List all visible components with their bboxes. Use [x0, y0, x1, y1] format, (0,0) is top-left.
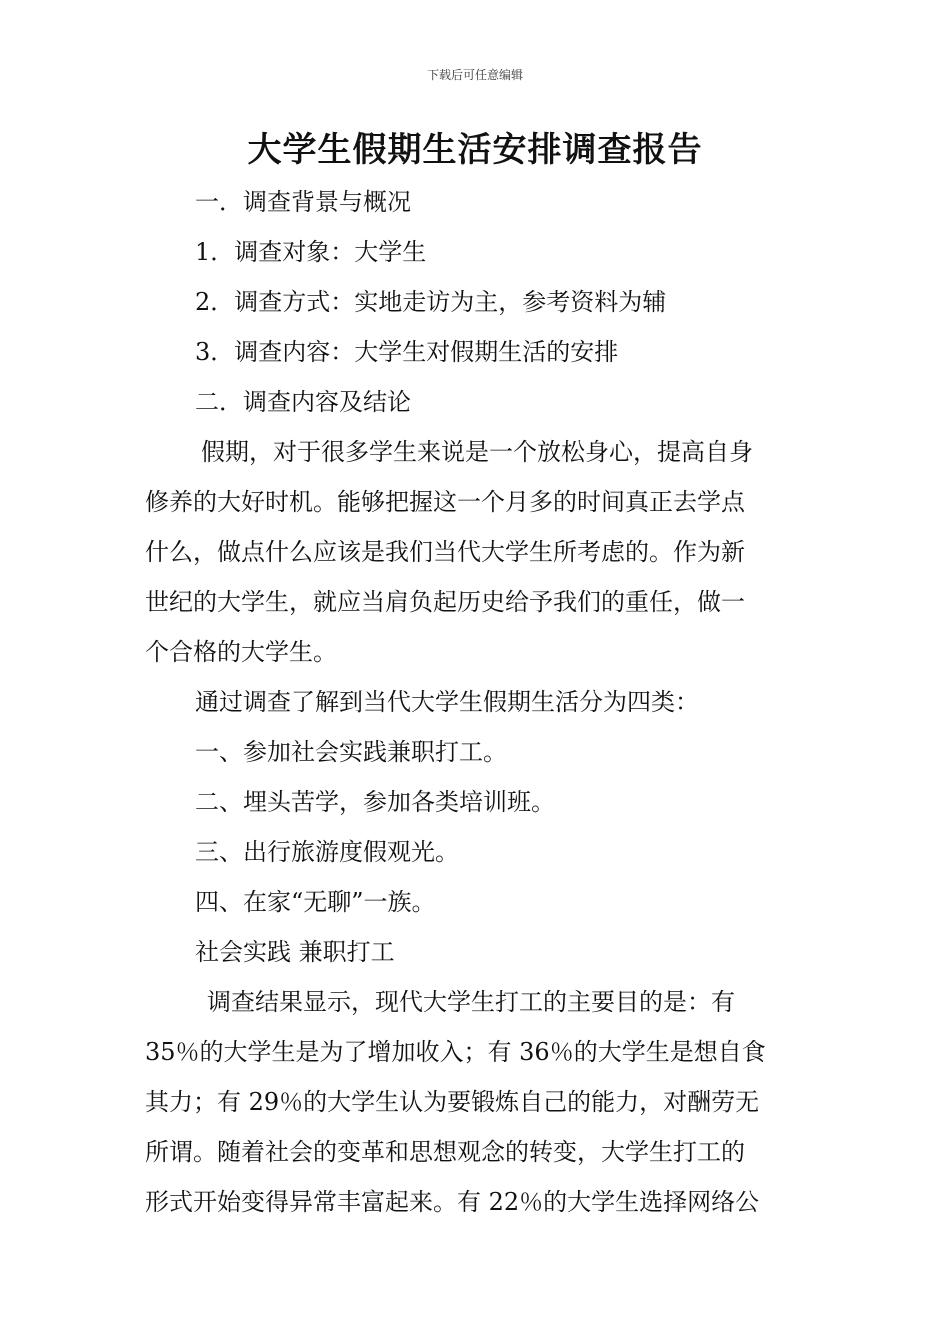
intro-line: 世纪的大学生，就应当肩负起历史给予我们的重任，做一: [145, 588, 745, 616]
result-line: 调查结果显示，现代大学生打工的主要目的是：有: [207, 988, 735, 1016]
result-line: 所谓。随着社会的变革和思想观念的转变，大学生打工的: [145, 1138, 745, 1166]
survey-method: 2．调查方式：实地走访为主，参考资料为辅: [195, 288, 667, 316]
section-heading-background: 一．调查背景与概况: [195, 188, 411, 216]
subsection-heading: 社会实践 兼职打工: [195, 938, 395, 966]
document-body: [145, 177, 809, 1227]
section-heading-results: 二．调查内容及结论: [195, 388, 411, 416]
category-item: 四、在家“无聊”一族。: [195, 888, 436, 916]
intro-line: 个合格的大学生。: [145, 638, 337, 666]
result-line: 形式开始变得异常丰富起来。有 22％的大学生选择网络公: [145, 1188, 760, 1216]
intro-line: 假期，对于很多学生来说是一个放松身心，提高自身: [201, 438, 753, 466]
header-note: 下载后可任意编辑: [426, 68, 523, 82]
intro-line: 修养的大好时机。能够把握这一个月多的时间真正去学点: [145, 488, 745, 516]
categories-summary: 通过调查了解到当代大学生假期生活分为四类：: [195, 688, 699, 716]
survey-subject: 1．调查对象：大学生: [195, 238, 427, 266]
survey-content: 3．调查内容：大学生对假期生活的安排: [195, 338, 619, 366]
document-title: 大学生假期生活安排调查报告: [247, 130, 703, 170]
result-line: 其力；有 29％的大学生认为要锻炼自己的能力，对酬劳无: [145, 1088, 760, 1116]
result-line: 35％的大学生是为了增加收入；有 36％的大学生是想自食: [145, 1038, 766, 1066]
category-item: 三、出行旅游度假观光。: [195, 838, 459, 866]
category-item: 一、参加社会实践兼职打工。: [195, 738, 507, 766]
category-item: 二、埋头苦学，参加各类培训班。: [195, 788, 555, 816]
intro-line: 什么，做点什么应该是我们当代大学生所考虑的。作为新: [145, 538, 745, 566]
